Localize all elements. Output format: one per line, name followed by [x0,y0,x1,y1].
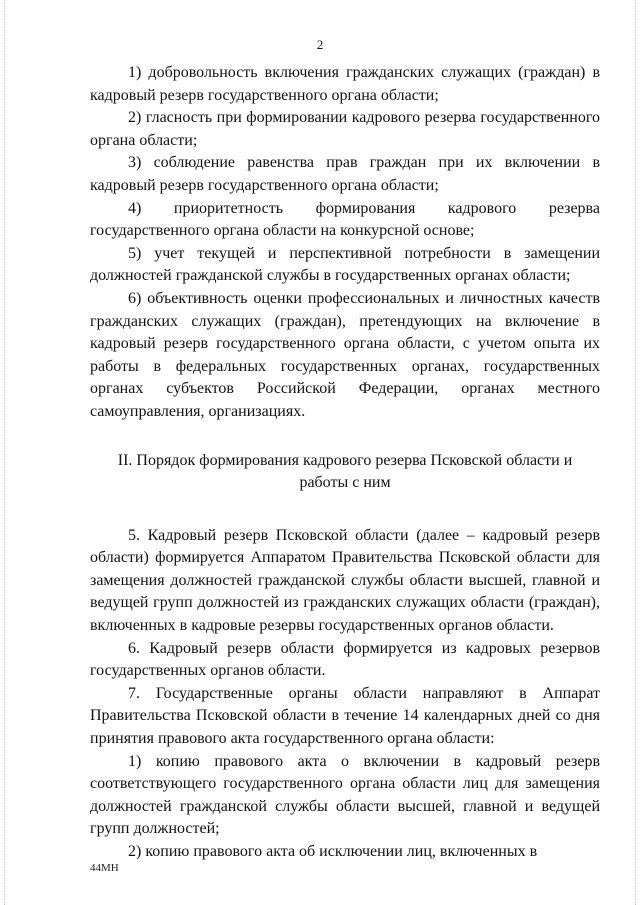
section-heading-line-1: II. Порядок формирования кадрового резерва Псковской области и [117,451,573,469]
paragraph-7-item-2: 2) копию правового акта об исключении лиц, включенных в [128,843,538,860]
paragraph-6: 6. Кадровый резерв области формируется из кадровых резервов государственных органов области. [90,639,600,680]
page-right-edge [635,0,636,905]
paragraph-7: 7. Государственные органы области направляют в Аппарат Правительства Псковской области в течение 14 календарных дней со дня принятия правового акта государственного органа области: [90,684,600,748]
principle-item-4: 4) приоритетность формирования кадрового резерва государственного органа области на конкурсной основе; [90,199,600,240]
page-number: 2 [316,37,324,52]
section-heading-line-2: работы с ним [299,474,391,492]
paragraph-5: 5. Кадровый резерв Псковской области (далее – кадровый резерв области) формируется Аппаратом Правительства Псковской области для замещения должностей гражданской службы области высшей, главной и ведущей групп должностей из гражданских служащих области (граждан), включенных в кадровые резервы государственных органов области. [90,526,600,635]
principle-item-6: 6) объективность оценки профессиональных и личностных качеств гражданских служащих (граждан), претендующих на включение в кадровый резерв государственного органа области, с учетом опыта их работы в федеральных государственных органах, государственных органах субъектов Российской Федерации, органах местного самоуправления, организациях. [90,289,600,420]
principle-item-3: 3) соблюдение равенства прав граждан при их включении в кадровый резерв государственного органа области; [90,154,600,194]
paragraph-7-item-1: 1) копию правового акта о включении в кадровый резерв соответствующего государственного органа области лиц для замещения должностей гражданской службы области высшей, главной и ведущей групп должностей; [90,752,600,838]
principle-item-5: 5) учет текущей и перспективной потребности в замещении должностей гражданской службы в государственных органах области; [90,244,600,285]
document-body [90,62,600,864]
section-heading [90,450,600,495]
principle-item-1: 1) добровольность включения гражданских служащих (граждан) в кадровый резерв государственного органа области; [90,64,600,104]
principle-item-2: 2) гласность при формировании кадрового резерва государственного органа области; [90,109,600,149]
footer-document-code: 44МН [90,862,119,874]
page-left-edge [4,0,5,905]
